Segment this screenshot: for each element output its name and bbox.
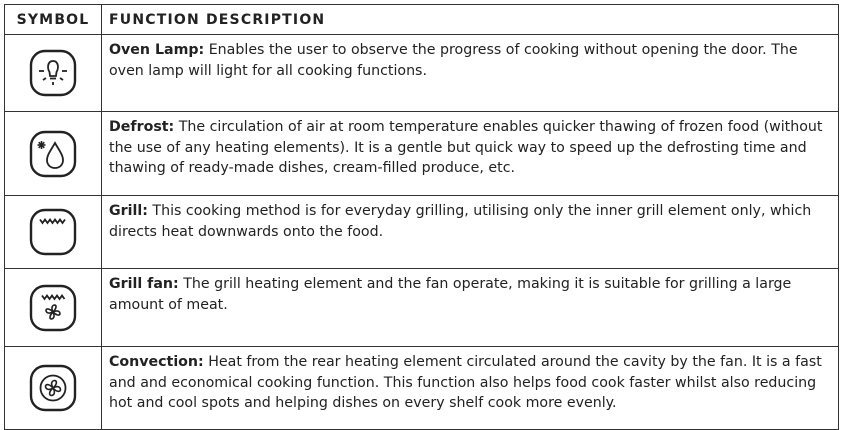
symbol-cell — [5, 347, 102, 430]
function-label: Defrost: — [109, 119, 175, 135]
table-header-row — [5, 5, 839, 35]
oven-lamp-icon — [27, 47, 79, 99]
description-cell — [102, 35, 839, 112]
symbol-cell — [5, 35, 102, 112]
function-text: The grill heating element and the fan operate, making it is suitable for grilling a large amount of meat. — [109, 276, 792, 313]
symbol-cell — [5, 196, 102, 269]
function-label: Grill fan: — [109, 276, 179, 292]
function-text: Heat from the rear heating element circulated around the cavity by the fan. It is a fast and and economical cooking function. This function also helps food cook faster whilst also reducing hot and cool spots and helping dishes on every shelf cook more evenly. — [109, 354, 822, 411]
symbol-cell — [5, 269, 102, 347]
grill-icon — [27, 206, 79, 258]
function-label: Convection: — [109, 354, 204, 370]
function-description-header: FUNCTION DESCRIPTION — [102, 5, 839, 35]
description-cell — [102, 112, 839, 196]
table-row-oven-lamp — [5, 35, 839, 112]
grill-fan-icon — [27, 282, 79, 334]
convection-icon — [27, 362, 79, 414]
symbol-header: SYMBOL — [5, 5, 102, 35]
table-row-defrost — [5, 112, 839, 196]
table-row-convection — [5, 347, 839, 430]
description-cell — [102, 347, 839, 430]
description-cell — [102, 196, 839, 269]
function-table — [4, 4, 839, 430]
defrost-icon — [27, 128, 79, 180]
symbol-cell — [5, 112, 102, 196]
function-text: Enables the user to observe the progress of cooking without opening the door. The oven lamp will light for all cooking functions. — [109, 42, 798, 79]
table-row-grill-fan — [5, 269, 839, 347]
function-label: Oven Lamp: — [109, 42, 205, 58]
function-text: The circulation of air at room temperature enables quicker thawing of frozen food (without the use of any heating elements). It is a gentle but quick way to speed up the defrosting time and thawing of ready-made dishes, cream-filled produce, etc. — [109, 119, 823, 176]
description-cell — [102, 269, 839, 347]
function-label: Grill: — [109, 203, 148, 219]
function-text: This cooking method is for everyday grilling, utilising only the inner grill element only, which directs heat downwards onto the food. — [109, 203, 812, 240]
table-row-grill — [5, 196, 839, 269]
